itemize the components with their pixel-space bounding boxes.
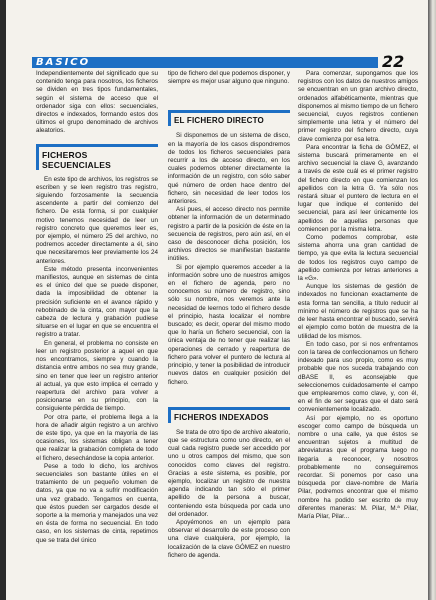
- section-heading-box: [36, 144, 158, 170]
- paragraph: Aunque los sistemas de gestión de indexados no funcionan exactamente de esta forma tan sencilla, a título reducir al mínimo el número de registros que se ha de leer hasta encontrar el buscado, servirá el ejemplo como botón de muestra de la utilidad de los mismos.: [298, 283, 418, 340]
- paragraph: Así pues, el acceso directo nos permite obtener la información de un determinado registro a partir de la posición de éste en la secuencia de registros, pero aún así, en el caso de desconocer dicha posición, los archivos directos se manifiestan bastante inútiles.: [168, 206, 290, 263]
- paragraph: Pese a todo lo dicho, los archivos secuenciales son bastante útiles en el tratamiento de un pequeño volumen de datos, ya que no va a sufrir modificación una vez grabado. Tengamos en cuenta, que éstos pueden ser cargados desde el soporte a la memoria y manejados una vez en ésta de forma no secuencial. En todo caso, en los sistemas de cinta, repetimos que se trata del único: [36, 462, 158, 544]
- page-number: 22: [382, 52, 405, 71]
- paragraph: En este tipo de archivos, los registros se escriben y se leen registro tras registro, siguiendo forzosamente la secuencia ascendente a partir del comienzo del fichero. De esta forma, si por cualquier motivo tenemos necesidad de leer un registro concreto que queremos leer es, por ejemplo, el número 25 del archivo, no podremos acceder directamente a él, sino que necesitaremos leer previamente los 24 anteriores.: [36, 175, 158, 265]
- paragraph: Se trata de otro tipo de archivo aleatorio, que se estructura como uno directo, en el cual cada registro puede ser accedido por uno u otros campos del mismo, que son conocidos como claves del registro. Gracias a este sistema, es posible, por ejemplo, localizar un registro de nuestra agenda indicando tan sólo el primer apellido de la persona a buscar, conteniendo esta búsqueda por cada uno del ordenador.: [168, 428, 290, 518]
- paragraph: Este método presenta inconvenientes manifiestos, aunque en sistemas de cinta es el único del que se puede disponer, dada la imposibilidad de obtener la precisión suficiente en el avance rápido y rebobinado de la cinta, con mayor que la cabeza de lectura y grabación pudiese situarse en el lugar en que se encuentra el registro a tratar.: [36, 265, 158, 339]
- continued-paragraph: tipo de fichero del que podemos disponer, y siempre es mejor usar alguno que ninguno.: [168, 70, 290, 86]
- paragraph: En todo caso, por si nos enfrentamos con la tarea de confeccionarnos un fichero indexado para uso propio, como es muy probable que nos suceda trabajando con dBASE II, es aconsejable que seleccionemos cuidadosamente el campo que emplearemos como clave, y, con él, en el fin de ser seguras que el dato será convenientemente localizado.: [298, 340, 418, 414]
- section-heading-box: [168, 407, 290, 423]
- paragraph: Si disponemos de un sistema de disco, en la mayoría de los casos dispondremos de todos los ficheros secuenciales para recurrir a los de acceso directo, en los cuales podemos obtener directamente la información de un registro, con sólo saber qué número de orden hace dentro del fichero, sin necesidad de leer todos los anteriores.: [168, 132, 290, 206]
- paragraph: Si por ejemplo queremos acceder a la información sobre uno de nuestros amigos en el fichero de agenda, pero no conocemos su número de registro, sino sólo su nombre, nos veremos ante la necesidad de leernos todo el fichero desde el principio, hasta localizar el nombre buscado; es decir, operar del mismo modo que lo haría un fichero secuencial, con la única ventaja de no tener que realizar las operaciones de cerrado y reapertura de fichero para volver el puntero de lectura al principio, y tener la posibilidad de introducir nuevos datos en cualquier posición del fichero.: [168, 263, 290, 386]
- intro-paragraph: Independientemente del significado que su contenido tenga para nosotros, los ficheros se dividen en tres tipos fundamentales, según el sistema de acceso que el ordenador siga con ellos: secuenciales, directos e indexados, formando estos dos últimos el grupo denominado de archivos aleatorios.: [36, 70, 158, 135]
- paragraph: Para comenzar, supongamos que los registros con los datos de nuestros amigos se encuentran en un gran archivo directo, ordenados alfabéticamente, mientras que disponemos al mismo tiempo de un fichero secuencial, cuyos registros contienen simplemente una letra y el número del primer registro del fichero directo, cuya clave comienza por esa letra.: [298, 70, 418, 143]
- magazine-page: [6, 0, 428, 600]
- facing-page-edge: [428, 0, 436, 600]
- paragraph: Así por ejemplo, no es oportuno escoger como campo de búsqueda un nombre o una calle, ya que éstos se encuentran sujetos a multitud de abreviaturas que el programa luego no llegaría a reconocer, y nosotros probablemente no conseguiremos recordar. Si ponemos por caso una búsqueda por clave-nombre de María Pilar, podremos encontrar que el mismo nombre ha podido ser escrito de muy diferentes maneras: M. Pilar, M.ª Pilar, María Pilar, Pilar...: [298, 414, 418, 520]
- column-1: [36, 70, 158, 545]
- column-3: [298, 70, 418, 521]
- paragraph: Como podemos comprobar, este sistema ahorra una gran cantidad de tiempo, ya que evita la lectura secuencial de todos los registros cuyo campo de apellido comienza por letras anteriores a la «G».: [298, 234, 418, 283]
- paragraph: Por otra parte, el problema llega a la hora de añadir algún registro a un archivo de este tipo, ya que en la mayoría de las ocasiones, los sistemas obligan a tener que realizar la grabación completa de todo el fichero, desechándose la copia anterior.: [36, 413, 158, 462]
- section-title-directo: EL FICHERO DIRECTO: [174, 116, 264, 126]
- paragraph: Para encontrar la ficha de GÓMEZ, el sistema buscará primeramente en el archivo secuencial la clave G, avanzando a través de este cuál es el primer registro del fichero directo en que comienzan los apellidos con la letra G. Ya sólo nos restará situar el puntero de lectura en el lugar que indique el contenido del secuencial, para así leer únicamente los apellidos de aquellas personas que comiencen por la misma letra.: [298, 143, 418, 233]
- section-title-secuenciales: FICHEROS SECUENCIALES: [42, 149, 111, 170]
- paragraph: En general, el problema no consiste en leer un registro posterior a aquel en que nos encontramos, siempre y cuando la distancia entre ambos no sea muy grande, sino en tener que leer un registro anterior al actual, ya que esto implica el cerrado y reapertura del archivo para volver a posicionarse en su principio, con la consiguiente pérdida de tiempo.: [36, 339, 158, 413]
- section-title-indexados: FICHEROS INDEXADOS: [174, 412, 269, 422]
- paragraph: Apoyémonos en un ejemplo para observar el desarrollo de este proceso con una clave cualquiera, por ejemplo, la localización de la clave GÓMEZ en nuestro fichero de agenda.: [168, 518, 290, 559]
- column-2: [168, 70, 290, 560]
- section-label: BASICO: [36, 57, 91, 68]
- section-heading-box: [168, 110, 290, 126]
